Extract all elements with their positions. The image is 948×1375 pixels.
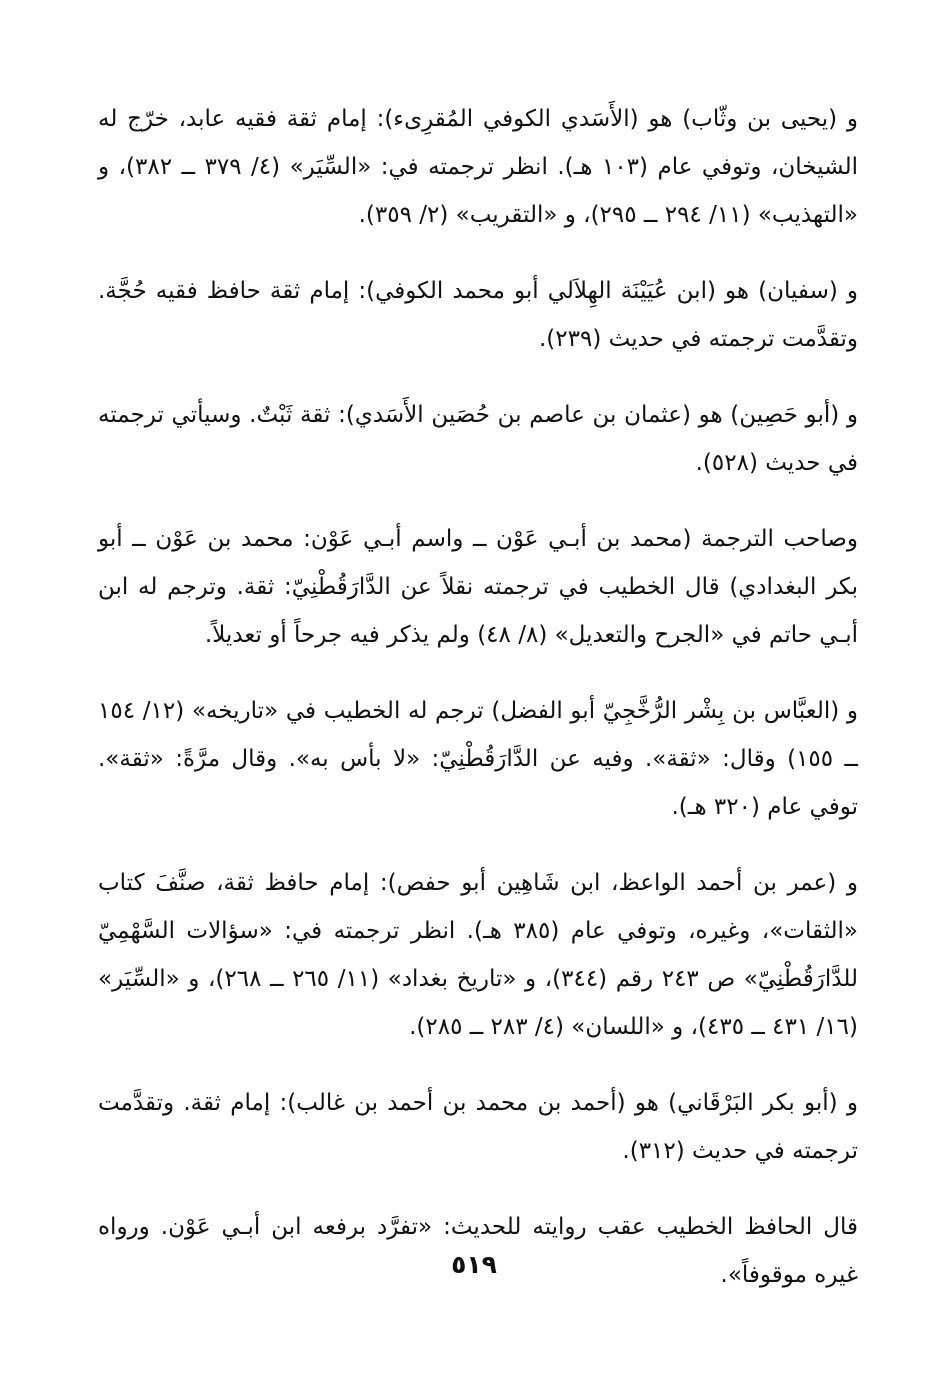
paragraph-yahya-ibn-waththab: و (يحيى بن وثّاب) هو (الأَسَدي الكوفي المُقرِىء): إمام ثقة فقيه عابد، خرّج له الشيخان، وتوفي عام (١٠٣ هـ). انظر ترجمته في: «السِّيَر» (٤/ ٣٧٩ ــ ٣٨٢)، و «التهذيب» (١١/ ٢٩٤ ــ ٢٩٥)، و «التقريب» (٢/ ٣٥٩). bbox=[98, 106, 858, 228]
paragraph-khatib-comment: قال الحافظ الخطيب عقب روايته للحديث: «تفرَّد برفعه ابن أبـي عَوْن. ورواه غيره موقوفاً». bbox=[98, 1214, 858, 1288]
paragraph-abu-hasin: و (أبو حَصِين) هو (عثمان بن عاصم بن حُصَين الأَسَدي): ثقة ثَبْتٌ. وسيأتي ترجمته في حديث (٥٢٨). bbox=[98, 402, 858, 476]
paragraph-muhammad-ibn-abi-awn: وصاحب الترجمة (محمد بن أبـي عَوْن ــ واسم أبـي عَوْن: محمد بن عَوْن ــ أبو بكر البغدادي) قال الخطيب في ترجمته نقلاً عن الدَّارَقُطْنِيّ: ثقة. وترجم له ابن أبـي حاتم في «الجرح والتعديل» (٨/ ٤٨) ولم يذكر فيه جرحاً أو تعديلاً. bbox=[98, 526, 858, 648]
page-body bbox=[98, 95, 858, 1327]
paragraph-abu-bakr-barqani: و (أبو بكر البَرْقَاني) هو (أحمد بن محمد بن أحمد بن غالب): إمام ثقة. وتقدَّمت ترجمته في حديث (٣١٢). bbox=[98, 1090, 858, 1164]
paragraph-sufyan: و (سفيان) هو (ابن عُيَيْنَة الهِلاَلي أبو محمد الكوفي): إمام ثقة حافظ فقيه حُجَّة. وتقدَّمت ترجمته في حديث (٢٣٩). bbox=[98, 278, 858, 352]
page-number: ٥١٩ bbox=[451, 1250, 497, 1279]
paragraph-abbas-ibn-bishr: و (العبَّاس بن بِشْر الرُّخَّجِيّ أبو الفضل) ترجم له الخطيب في «تاريخه» (١٢/ ١٥٤ ــ ١٥٥) وقال: «ثقة». وفيه عن الدَّارَقُطْنِيّ: «لا بأس به». وقال مرَّةً: «ثقة». توفي عام (٣٢٠ هـ). bbox=[98, 698, 859, 820]
paragraph-umar-ibn-ahmad: و (عمر بن أحمد الواعظ، ابن شَاهِين أبو حفص): إمام حافظ ثقة، صنَّفَ كتاب «الثقات»، وغيره، وتوفي عام (٣٨٥ هـ). انظر ترجمته في: «سؤالات السَّهْمِيّ للدَّارَقُطْنِيّ» ص ٢٤٣ رقم (٣٤٤)، و «تاريخ بغداد» (١١/ ٢٦٥ ــ ٢٦٨)، و «السِّيَر» (١٦/ ٤٣١ ــ ٤٣٥)، و «اللسان» (٤/ ٢٨٣ ــ ٢٨٥). bbox=[98, 870, 858, 1040]
